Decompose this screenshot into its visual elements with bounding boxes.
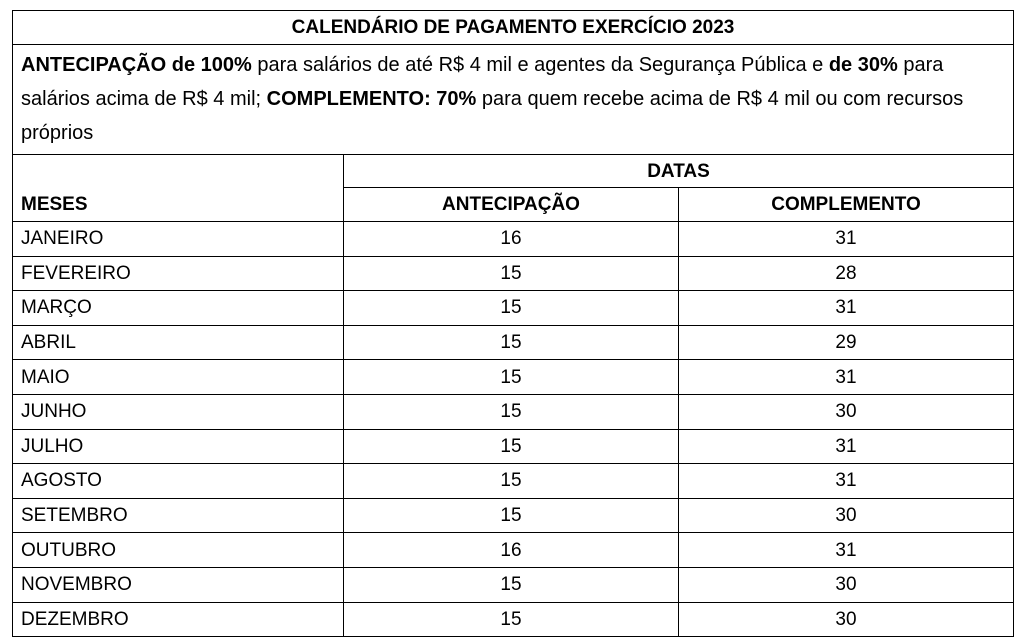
header-meses: MESES bbox=[13, 155, 344, 222]
note-de30-bold: de 30% bbox=[828, 54, 898, 76]
month-cell: NOVEMBRO bbox=[13, 567, 344, 602]
complemento-cell: 30 bbox=[679, 567, 1014, 602]
antecipacao-cell: 15 bbox=[344, 256, 679, 291]
complemento-cell: 31 bbox=[679, 360, 1014, 395]
payment-note bbox=[13, 45, 1014, 155]
table-row bbox=[13, 325, 1014, 360]
note-antecipacao-bold: ANTECIPAÇÃO de 100% bbox=[21, 54, 252, 76]
complemento-cell: 30 bbox=[679, 602, 1014, 637]
table-row bbox=[13, 256, 1014, 291]
month-cell: JANEIRO bbox=[13, 222, 344, 257]
complemento-cell: 31 bbox=[679, 464, 1014, 499]
month-cell: FEVEREIRO bbox=[13, 256, 344, 291]
table-row bbox=[13, 464, 1014, 499]
month-cell: DEZEMBRO bbox=[13, 602, 344, 637]
antecipacao-cell: 15 bbox=[344, 464, 679, 499]
table-row bbox=[13, 222, 1014, 257]
note-text-1: para salários de até R$ 4 mil e agentes da Segurança Pública e bbox=[251, 54, 829, 76]
complemento-cell: 30 bbox=[679, 498, 1014, 533]
table-row bbox=[13, 533, 1014, 568]
note-text-3: para quem recebe acima de R$ 4 mil ou com recursos próprios bbox=[21, 88, 964, 144]
complemento-cell: 31 bbox=[679, 291, 1014, 326]
table-title: CALENDÁRIO DE PAGAMENTO EXERCÍCIO 2023 bbox=[13, 11, 1014, 45]
antecipacao-cell: 16 bbox=[344, 222, 679, 257]
header-complemento: COMPLEMENTO bbox=[679, 188, 1014, 222]
antecipacao-cell: 15 bbox=[344, 325, 679, 360]
month-cell: SETEMBRO bbox=[13, 498, 344, 533]
table-row bbox=[13, 498, 1014, 533]
month-cell: ABRIL bbox=[13, 325, 344, 360]
month-cell: MARÇO bbox=[13, 291, 344, 326]
payment-table bbox=[12, 10, 1014, 637]
table-row bbox=[13, 567, 1014, 602]
month-cell: AGOSTO bbox=[13, 464, 344, 499]
antecipacao-cell: 15 bbox=[344, 602, 679, 637]
antecipacao-cell: 15 bbox=[344, 291, 679, 326]
month-cell: MAIO bbox=[13, 360, 344, 395]
table-row bbox=[13, 360, 1014, 395]
table-row bbox=[13, 429, 1014, 464]
complemento-cell: 31 bbox=[679, 429, 1014, 464]
antecipacao-cell: 15 bbox=[344, 394, 679, 429]
header-datas: DATAS bbox=[344, 155, 1014, 188]
month-cell: JULHO bbox=[13, 429, 344, 464]
note-complemento-bold: COMPLEMENTO: 70% bbox=[266, 88, 477, 110]
antecipacao-cell: 15 bbox=[344, 429, 679, 464]
table-row bbox=[13, 394, 1014, 429]
complemento-cell: 29 bbox=[679, 325, 1014, 360]
table-row bbox=[13, 602, 1014, 637]
antecipacao-cell: 15 bbox=[344, 567, 679, 602]
note-text-2: para salários acima de R$ 4 mil; bbox=[21, 54, 944, 110]
complemento-cell: 30 bbox=[679, 394, 1014, 429]
table-row bbox=[13, 291, 1014, 326]
month-cell: OUTUBRO bbox=[13, 533, 344, 568]
complemento-cell: 28 bbox=[679, 256, 1014, 291]
header-antecipacao: ANTECIPAÇÃO bbox=[344, 188, 679, 222]
payment-calendar bbox=[12, 10, 1013, 637]
complemento-cell: 31 bbox=[679, 222, 1014, 257]
complemento-cell: 31 bbox=[679, 533, 1014, 568]
antecipacao-cell: 15 bbox=[344, 498, 679, 533]
antecipacao-cell: 15 bbox=[344, 360, 679, 395]
antecipacao-cell: 16 bbox=[344, 533, 679, 568]
month-cell: JUNHO bbox=[13, 394, 344, 429]
